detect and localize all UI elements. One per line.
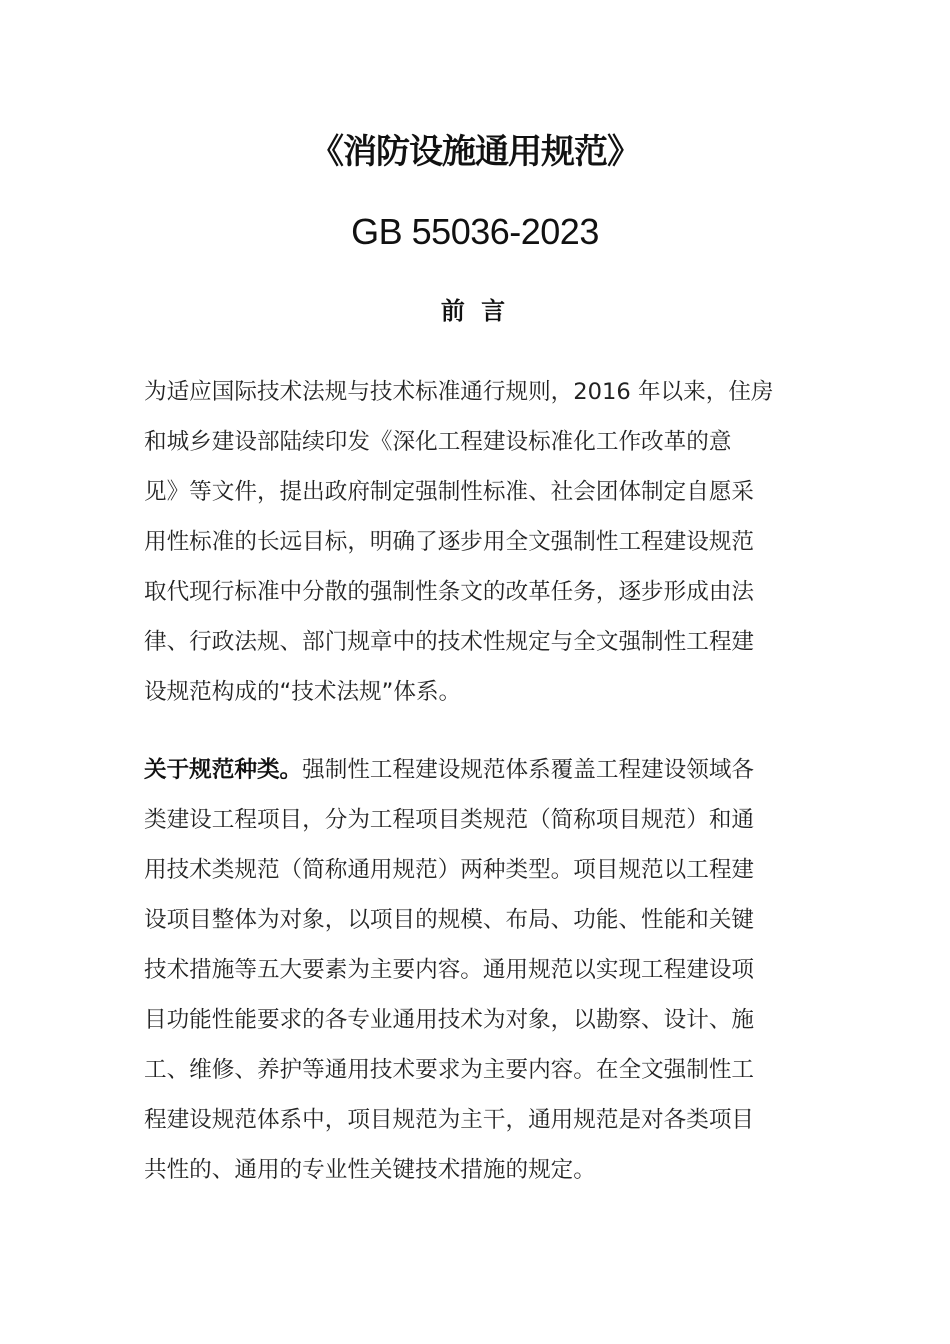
paragraph-line: 设项目整体为对象，以项目的规模、布局、功能、性能和关键 — [144, 907, 755, 933]
paragraph-line: 目功能性能要求的各专业通用技术为对象，以勘察、设计、施 — [144, 1007, 755, 1033]
paragraph-line: 为适应国际技术法规与技术标准通行规则，2016 年以来，住房 — [144, 379, 774, 405]
paragraph-spec-types — [144, 745, 806, 1195]
paragraph-line-text: 强制性工程建设规范体系覆盖工程建设领域各 — [302, 757, 755, 783]
paragraph-line: 设规范构成的“技术法规”体系。 — [144, 679, 462, 705]
paragraph-line: 用技术类规范（简称通用规范）两种类型。项目规范以工程建 — [144, 857, 755, 883]
paragraph-lead: 关于规范种类。 — [144, 757, 303, 783]
section-heading: 前 言 — [440, 297, 510, 325]
paragraph-line: 工、维修、养护等通用技术要求为主要内容。在全文强制性工 — [144, 1057, 755, 1083]
paragraph-line: 见》等文件，提出政府制定强制性标准、社会团体制定自愿采 — [144, 479, 755, 505]
standard-code: GB 55036-2023 — [351, 211, 599, 252]
paragraph-line: 和城乡建设部陆续印发《深化工程建设标准化工作改革的意 — [144, 429, 732, 455]
paragraph-line: 律、行政法规、部门规章中的技术性规定与全文强制性工程建 — [144, 629, 755, 655]
paragraph-line: 取代现行标准中分散的强制性条文的改革任务，逐步形成由法 — [144, 579, 755, 605]
paragraph-intro — [144, 367, 806, 717]
paragraph-line: 共性的、通用的专业性关键技术措施的规定。 — [144, 1157, 596, 1183]
paragraph-line: 技术措施等五大要素为主要内容。通用规范以实现工程建设项 — [144, 957, 755, 983]
paragraph-line: 程建设规范体系中，项目规范为主干，通用规范是对各类项目 — [144, 1107, 755, 1133]
paragraph-line: 类建设工程项目，分为工程项目类规范（简称项目规范）和通 — [144, 807, 755, 833]
paragraph-line: 用性标准的长远目标，明确了逐步用全文强制性工程建设规范 — [144, 529, 755, 555]
paragraph-line-first — [144, 745, 806, 795]
document-title: 《消防设施通用规范》 — [310, 132, 640, 172]
